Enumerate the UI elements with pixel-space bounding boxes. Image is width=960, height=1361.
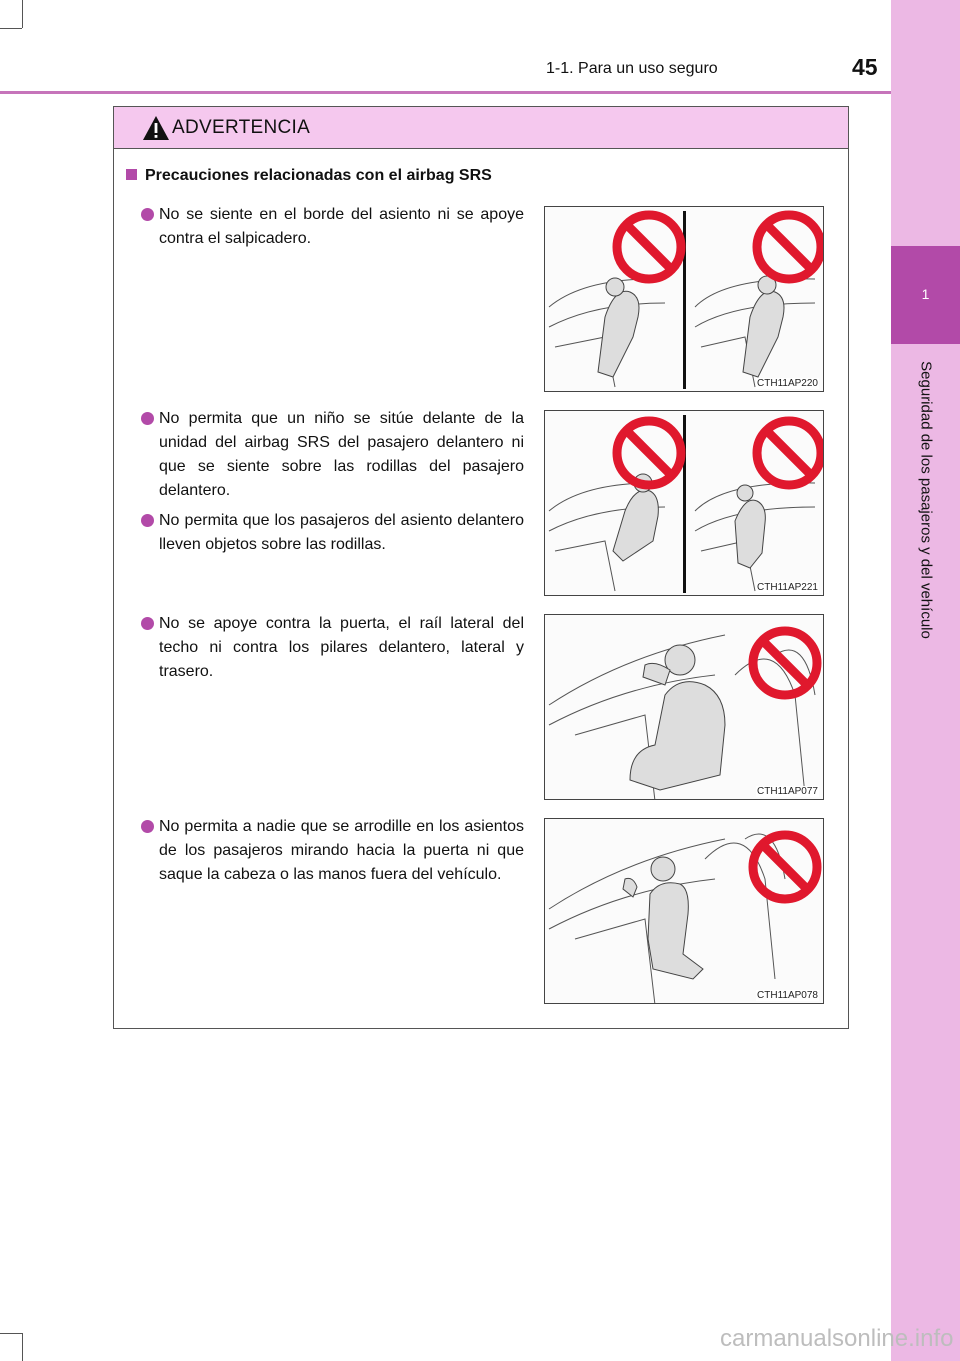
- chapter-sidebar: [891, 0, 960, 1361]
- illustration-leaning-door: [544, 614, 824, 800]
- bullet-item: [141, 509, 524, 557]
- prohibition-sign-icon: [753, 631, 817, 695]
- bullet-item: [141, 203, 524, 251]
- bullet-dot-icon: [141, 617, 154, 630]
- crop-mark: [0, 28, 22, 29]
- illustration-code: CTH11AP078: [757, 990, 818, 1001]
- square-bullet-icon: [126, 169, 137, 180]
- bullet-dot-icon: [141, 514, 154, 527]
- bullet-text: No se apoye contra la puerta, el raíl lateral del techo ni contra los pilares delantero, lateral y trasero.: [159, 615, 524, 680]
- warning-box: [113, 106, 849, 1029]
- car-interior-illustration: [545, 819, 824, 1004]
- bullet-item: [141, 815, 524, 887]
- illustration-leaning-dashboard: [544, 206, 824, 392]
- prohibition-sign-icon: [617, 421, 681, 485]
- bullet-dot-icon: [141, 208, 154, 221]
- car-interior-illustration: [545, 207, 824, 392]
- illustration-code: CTH11AP077: [757, 786, 818, 797]
- section-title: 1-1. Para un uso seguro: [546, 60, 718, 77]
- bullet-item: [141, 407, 524, 503]
- illustration-child-front-seat: [544, 410, 824, 596]
- warning-subheading: [126, 167, 492, 185]
- subheading-text: Precauciones relacionadas con el airbag SRS: [145, 167, 492, 184]
- illustration-code: CTH11AP221: [757, 582, 818, 593]
- bullet-item: [141, 612, 524, 684]
- bullet-text: No se siente en el borde del asiento ni se apoye contra el salpicadero.: [159, 206, 524, 247]
- car-interior-illustration: [545, 615, 824, 800]
- prohibition-sign-icon: [757, 215, 821, 279]
- bullet-dot-icon: [141, 820, 154, 833]
- crop-mark: [0, 1333, 22, 1334]
- crop-mark: [22, 0, 23, 28]
- prohibition-sign-icon: [757, 421, 821, 485]
- warning-title: ADVERTENCIA: [172, 117, 311, 138]
- warning-triangle-icon: [142, 115, 170, 141]
- watermark: carmanualsonline.info: [720, 1325, 954, 1352]
- illustration-code: CTH11AP220: [757, 378, 818, 389]
- crop-mark: [22, 1333, 23, 1361]
- prohibition-sign-icon: [753, 835, 817, 899]
- bullet-text: No permita a nadie que se arrodille en los asientos de los pasajeros mirando hacia la puerta ni que saque la cabeza o las manos fuera del vehículo.: [159, 818, 524, 883]
- car-interior-illustration: [545, 411, 824, 596]
- prohibition-sign-icon: [617, 215, 681, 279]
- chapter-number: 1: [921, 286, 930, 302]
- warning-header: [114, 107, 848, 149]
- chapter-title: Seguridad de los pasajeros y del vehículo: [917, 361, 935, 639]
- bullet-dot-icon: [141, 412, 154, 425]
- header-rule: [0, 91, 891, 94]
- illustration-kneeling-seat: [544, 818, 824, 1004]
- bullet-text: No permita que un niño se sitúe delante de la unidad del airbag SRS del pasajero delantero ni que se siente sobre las rodillas del pasajero delantero.: [159, 410, 524, 499]
- bullet-text: No permita que los pasajeros del asiento delantero lleven objetos sobre las rodillas.: [159, 512, 524, 553]
- chapter-tab: [891, 246, 960, 344]
- page-number: 45: [852, 54, 878, 80]
